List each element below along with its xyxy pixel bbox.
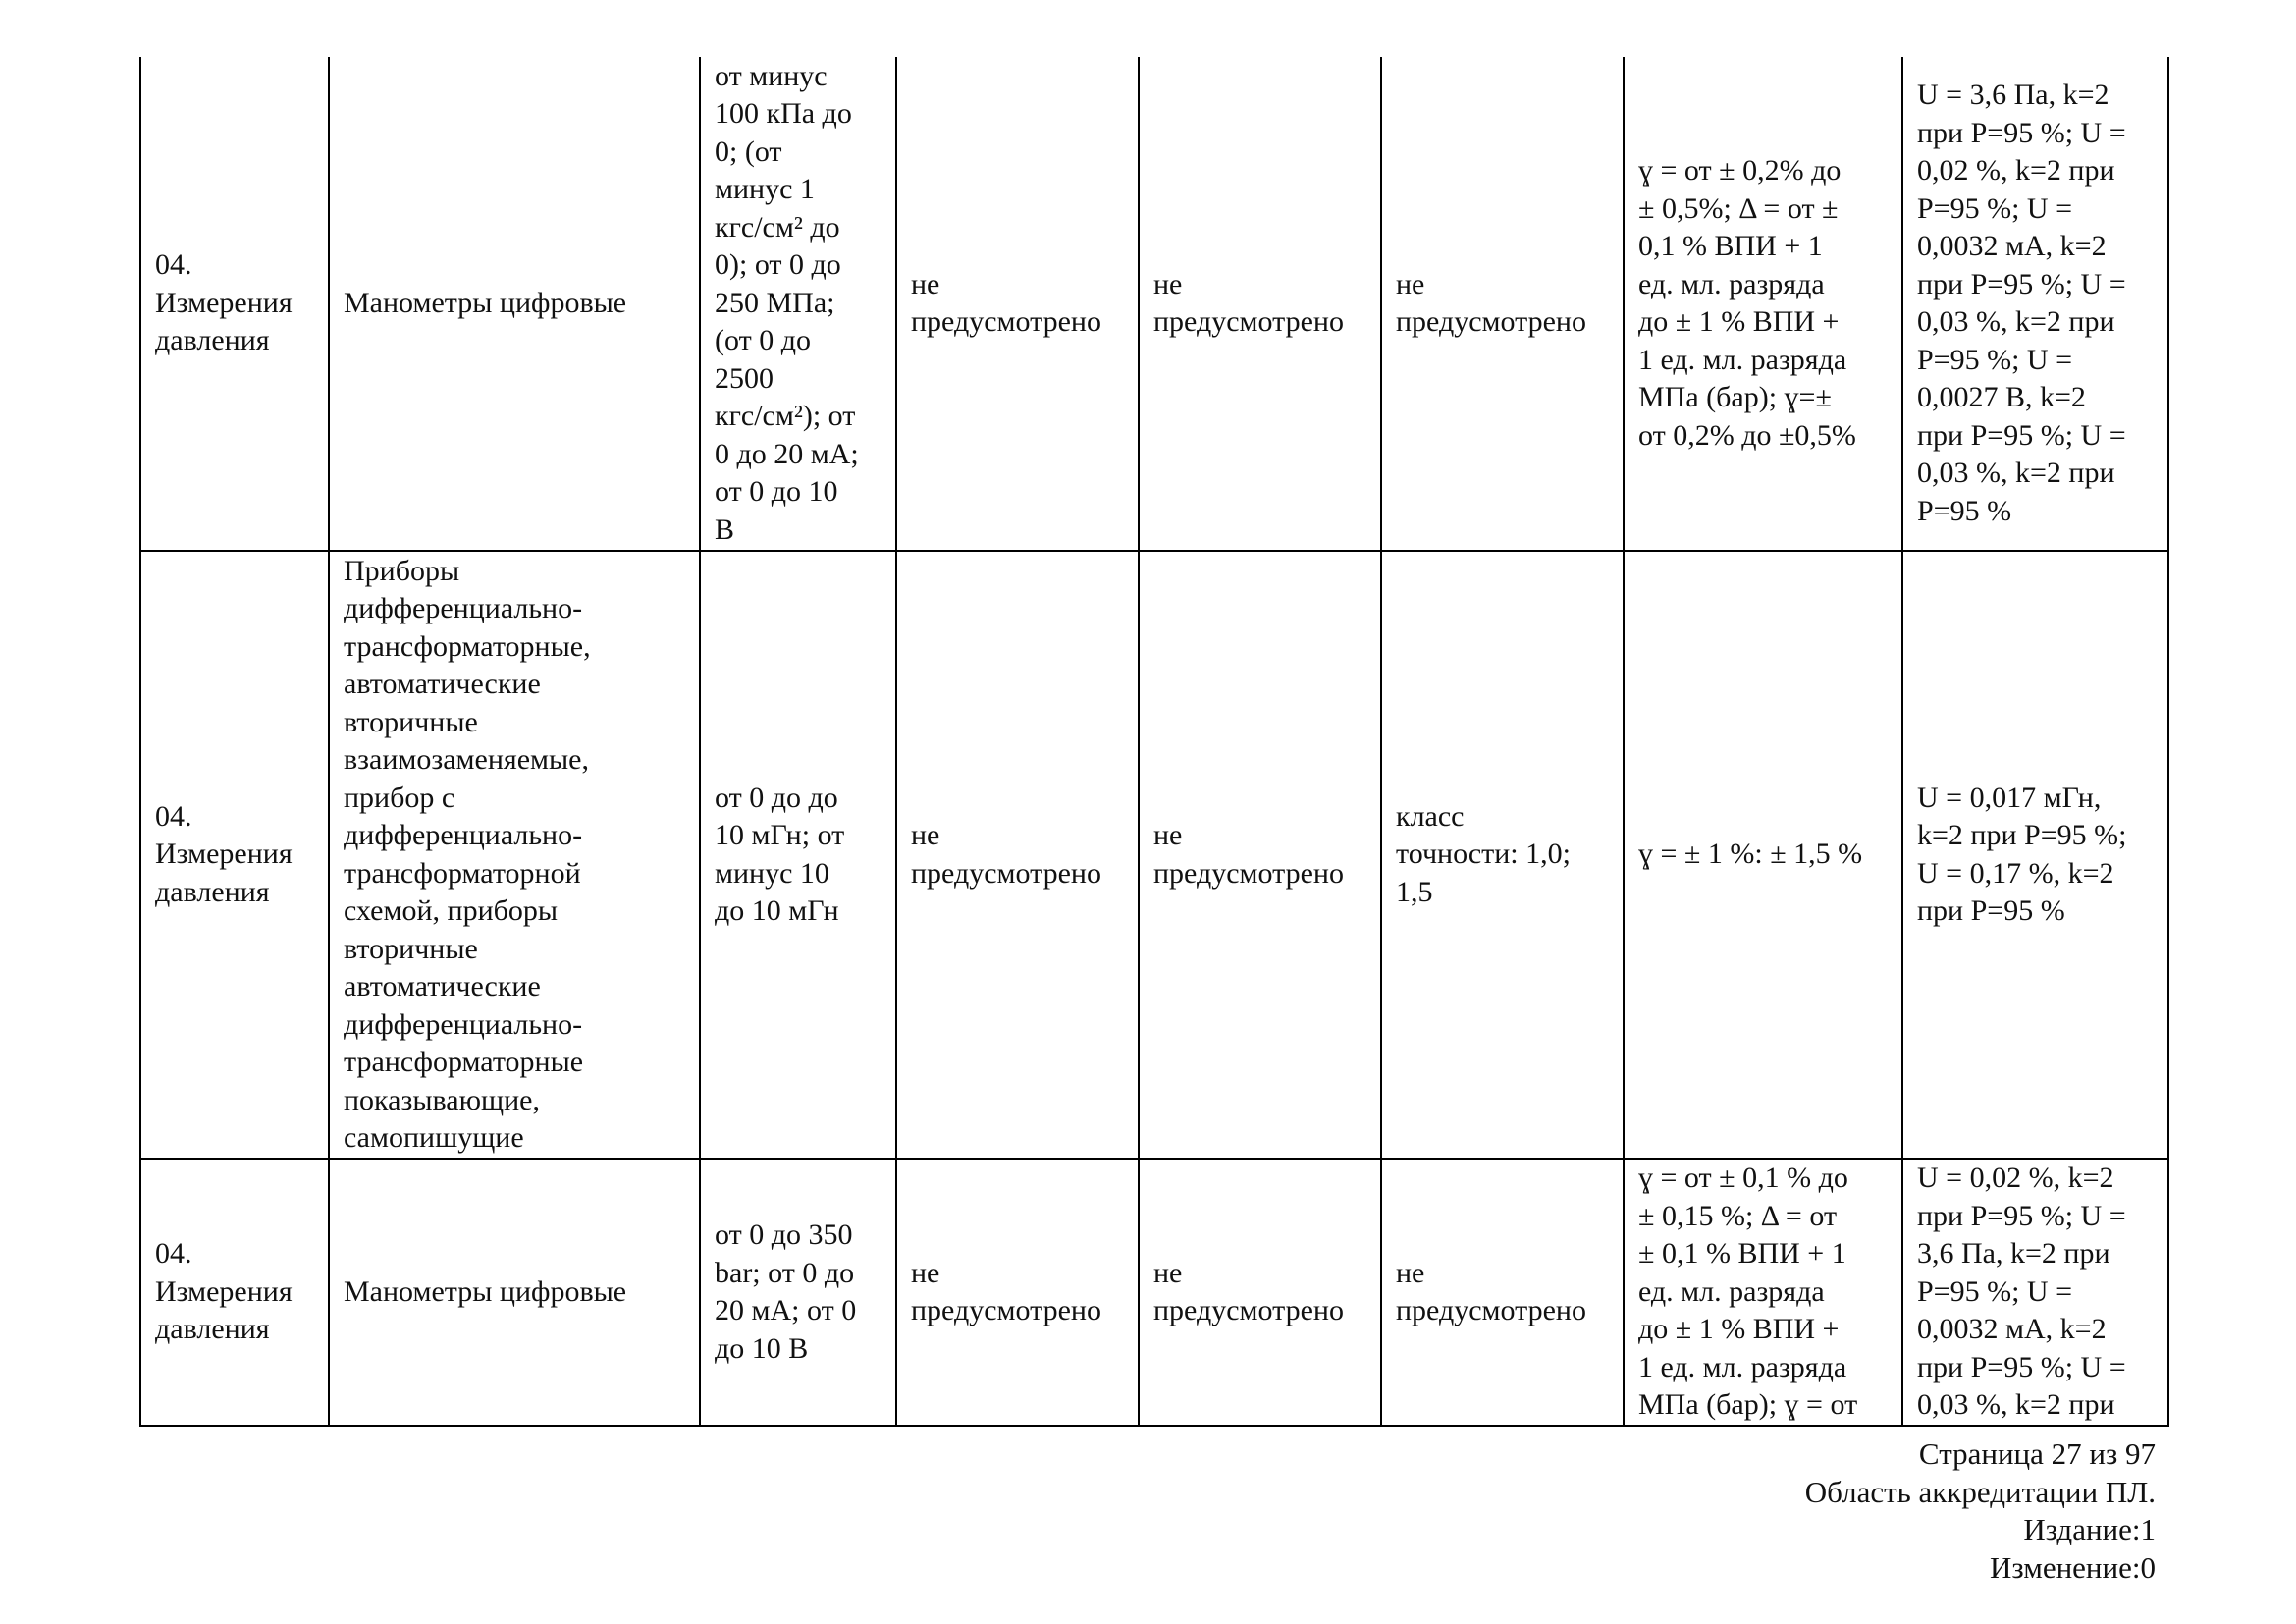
- table-cell-col6: класс точности: 1,0; 1,5: [1381, 551, 1624, 1159]
- accreditation-scope-table: [139, 57, 2169, 1427]
- measurement-range-cell: от 0 до до 10 мГн; от минус 10 до 10 мГн: [700, 551, 896, 1159]
- page-number: Страница 27 из 97: [1918, 1436, 2156, 1471]
- instrument-name-cell: Манометры цифровые: [329, 57, 700, 551]
- instrument-name-cell: Манометры цифровые: [329, 1159, 700, 1426]
- measurement-area-cell: 04. Измерения давления: [140, 57, 329, 551]
- measurement-area-cell: 04. Измерения давления: [140, 1159, 329, 1426]
- edition-label: Издание:1: [2023, 1512, 2156, 1546]
- accuracy-cell: ɣ = ± 1 %: ± 1,5 %: [1624, 551, 1902, 1159]
- page-footer: [1805, 1435, 2156, 1587]
- table-cell-col5: не предусмотрено: [1139, 551, 1381, 1159]
- table-cell-col6: не предусмотрено: [1381, 1159, 1624, 1426]
- accreditation-scope-label: Область аккредитации ПЛ.: [1804, 1474, 2156, 1509]
- uncertainty-cell: U = 0,02 %, k=2 при Р=95 %; U = 3,6 Па, k=2 при Р=95 %; U = 0,0032 мА, k=2 при Р=95 %; U = 0,03 %, k=2 при: [1902, 1159, 2168, 1426]
- table-cell-col5: не предусмотрено: [1139, 57, 1381, 551]
- measurement-range-cell: от 0 до 350 bar; от 0 до 20 мА; от 0 до 10 В: [700, 1159, 896, 1426]
- uncertainty-cell: U = 0,017 мГн, k=2 при Р=95 %; U = 0,17 %, k=2 при Р=95 %: [1902, 551, 2168, 1159]
- table-cell-col4: не предусмотрено: [896, 1159, 1139, 1426]
- measurement-range-cell: от минус 100 кПа до 0; (от минус 1 кгс/см² до 0); от 0 до 250 МПа; (от 0 до 2500 кгс/см²); от 0 до 20 мА; от 0 до 10 В: [700, 57, 896, 551]
- table-cell-col6: не предусмотрено: [1381, 57, 1624, 551]
- measurement-area-cell: 04. Измерения давления: [140, 551, 329, 1159]
- table-row: [140, 551, 2168, 1159]
- table-cell-col4: не предусмотрено: [896, 57, 1139, 551]
- instrument-name-cell: Приборы дифференциально- трансформаторные, автоматические вторичные взаимозаменяемые, прибор с дифференциально- трансформаторной схемой, приборы вторичные автоматические дифференциально- трансформаторные показывающие, самопишущие: [329, 551, 700, 1159]
- table-cell-col4: не предусмотрено: [896, 551, 1139, 1159]
- accuracy-cell: ɣ = от ± 0,1 % до ± 0,15 %; Δ = от ± 0,1 % ВПИ + 1 ед. мл. разряда до ± 1 % ВПИ + 1 ед. мл. разряда МПа (бар); ɣ = от: [1624, 1159, 1902, 1426]
- accuracy-cell: ɣ = от ± 0,2% до ± 0,5%; Δ = от ± 0,1 % ВПИ + 1 ед. мл. разряда до ± 1 % ВПИ + 1 ед. мл. разряда МПа (бар); ɣ=± от 0,2% до ±0,5%: [1624, 57, 1902, 551]
- table-row: [140, 57, 2168, 551]
- table-cell-col5: не предусмотрено: [1139, 1159, 1381, 1426]
- table-row: [140, 1159, 2168, 1426]
- uncertainty-cell: U = 3,6 Па, k=2 при Р=95 %; U = 0,02 %, k=2 при Р=95 %; U = 0,0032 мА, k=2 при Р=95 %; U = 0,03 %, k=2 при Р=95 %; U = 0,0027 В, k=2 при Р=95 %; U = 0,03 %, k=2 при Р=95 %: [1902, 57, 2168, 551]
- change-label: Изменение:0: [1990, 1549, 2156, 1585]
